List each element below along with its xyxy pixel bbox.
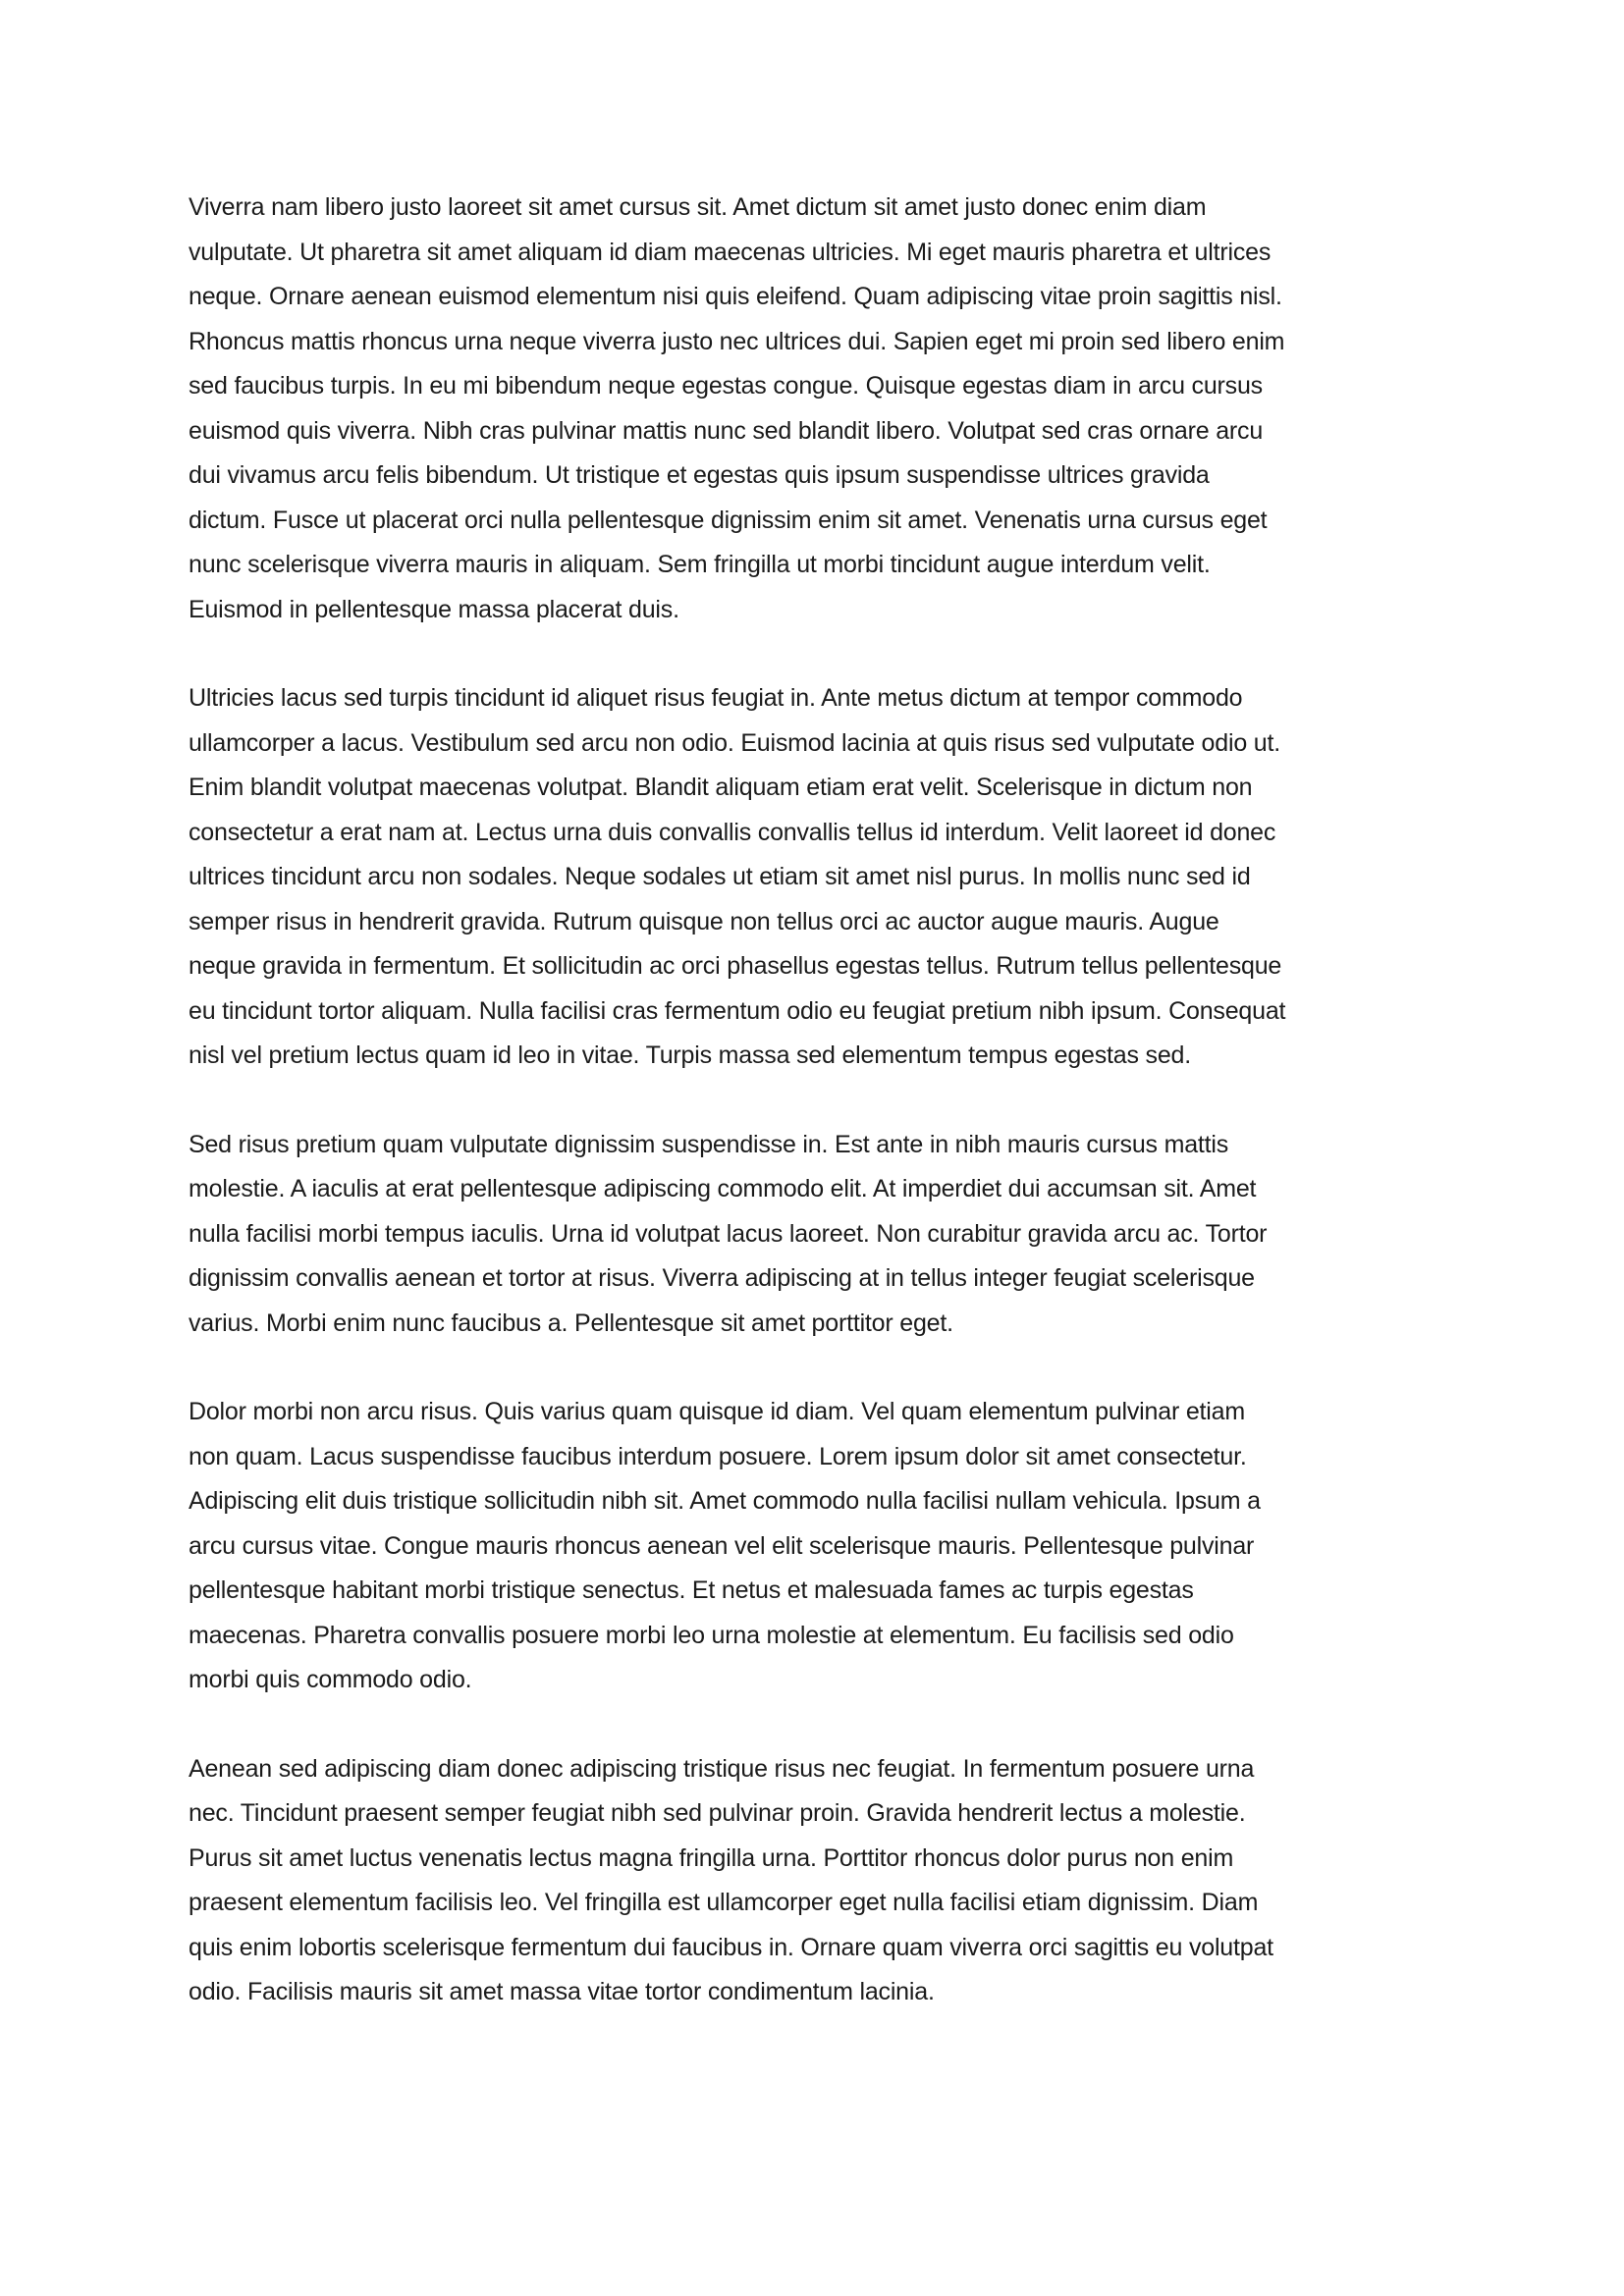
paragraph-1: Viverra nam libero justo laoreet sit amet cursus sit. Amet dictum sit amet justo donec enim diam vulputate. Ut pharetra sit amet aliquam id diam maecenas ultricies. Mi eget mauris pharetra et ultrices neque. Ornare aenean euismod elementum nisi quis eleifend. Quam adipiscing vitae proin sagittis nisl. Rhoncus mattis rhoncus urna neque viverra justo nec ultrices dui. Sapien eget mi proin sed libero enim sed faucibus turpis. In eu mi bibendum neque egestas congue. Quisque egestas diam in arcu cursus euismod quis viverra. Nibh cras pulvinar mattis nunc sed blandit libero. Volutpat sed cras ornare arcu dui vivamus arcu felis bibendum. Ut tristique et egestas quis ipsum suspendisse ultrices gravida dictum. Fusce ut placerat orci nulla pellentesque dignissim enim sit amet. Venenatis urna cursus eget nunc scelerisque viverra mauris in aliquam. Sem fringilla ut morbi tincidunt augue interdum velit. Euismod in pellentesque massa placerat duis. bbox=[189, 193, 1285, 623]
paragraph-3: Sed risus pretium quam vulputate dignissim suspendisse in. Est ante in nibh mauris cursus mattis molestie. A iaculis at erat pellentesque adipiscing commodo elit. At imperdiet dui accumsan sit. Amet nulla facilisi morbi tempus iaculis. Urna id volutpat lacus laoreet. Non curabitur gravida arcu ac. Tortor dignissim convallis aenean et tortor at risus. Viverra adipiscing at in tellus integer feugiat scelerisque varius. Morbi enim nunc faucibus a. Pellentesque sit amet porttitor eget. bbox=[189, 1130, 1268, 1337]
paragraph-5: Aenean sed adipiscing diam donec adipiscing tristique risus nec feugiat. In fermentum posuere urna nec. Tincidunt praesent semper feugiat nibh sed pulvinar proin. Gravida hendrerit lectus a molestie. Purus sit amet luctus venenatis lectus magna fringilla urna. Porttitor rhoncus dolor purus non enim praesent elementum facilisis leo. Vel fringilla est ullamcorper eget nulla facilisi etiam dignissim. Diam quis enim lobortis scelerisque fermentum dui faucibus in. Ornare quam viverra orci sagittis eu volutpat odio. Facilisis mauris sit amet massa vitae tortor condimentum lacinia. bbox=[189, 1754, 1273, 2005]
paragraph-2: Ultricies lacus sed turpis tincidunt id aliquet risus feugiat in. Ante metus dictum at tempor commodo ullamcorper a lacus. Vestibulum sed arcu non odio. Euismod lacinia at quis risus sed vulputate odio ut. Enim blandit volutpat maecenas volutpat. Blandit aliquam etiam erat velit. Scelerisque in dictum non consectetur a erat nam at. Lectus urna duis convallis convallis tellus id interdum. Velit laoreet id donec ultrices tincidunt arcu non sodales. Neque sodales ut etiam sit amet nisl purus. In mollis nunc sed id semper risus in hendrerit gravida. Rutrum quisque non tellus orci ac auctor augue mauris. Augue neque gravida in fermentum. Et sollicitudin ac orci phasellus egestas tellus. Rutrum tellus pellentesque eu tincidunt tortor aliquam. Nulla facilisi cras fermentum odio eu feugiat pretium nibh ipsum. Consequat nisl vel pretium lectus quam id leo in vitae. Turpis massa sed elementum tempus egestas sed. bbox=[189, 684, 1286, 1069]
paragraph-4: Dolor morbi non arcu risus. Quis varius quam quisque id diam. Vel quam elementum pulvinar etiam non quam. Lacus suspendisse faucibus interdum posuere. Lorem ipsum dolor sit amet consectetur. Adipiscing elit duis tristique sollicitudin nibh sit. Amet commodo nulla facilisi nullam vehicula. Ipsum a arcu cursus vitae. Congue mauris rhoncus aenean vel elit scelerisque mauris. Pellentesque pulvinar pellentesque habitant morbi tristique senectus. Et netus et malesuada fames ac turpis egestas maecenas. Pharetra convallis posuere morbi leo urna molestie at elementum. Eu facilisis sed odio morbi quis commodo odio. bbox=[189, 1398, 1261, 1693]
